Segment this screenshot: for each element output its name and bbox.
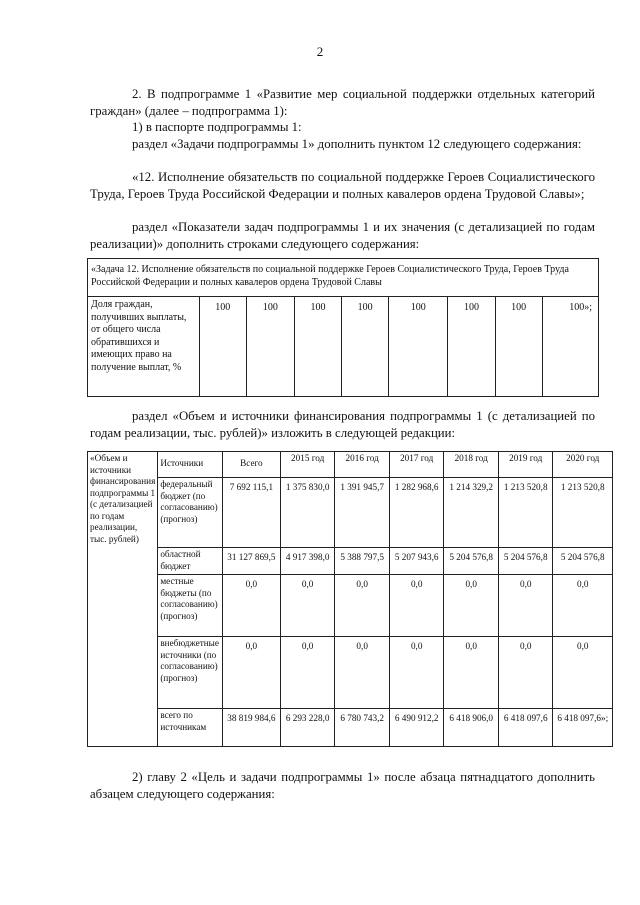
value-cell: 38 819 984,6: [222, 709, 280, 747]
source-cell: всего по источникам: [158, 709, 223, 747]
paragraph-indicators-section: раздел «Показатели задач подпрограммы 1 и их значения (с детализацией по годам реализации)» дополнить строками следующего содержания:: [90, 220, 595, 251]
value-cell: 1 391 945,7: [335, 478, 390, 548]
indicator-value: 100: [294, 297, 341, 397]
value-cell: 5 207 943,6: [389, 548, 444, 575]
column-header: 2019 год: [498, 452, 553, 478]
value-cell: 0,0: [498, 575, 553, 637]
value-cell: 5 204 576,8: [553, 548, 613, 575]
paragraph-subprogram-intro: 2. В подпрограмме 1 «Развитие мер социальной поддержки отдельных категорий граждан» (далее – подпрограмма 1):: [90, 87, 595, 118]
indicator-label-cell: Доля граждан, получивших выплаты, от общего числа обратившихся и имеющих право на получение выплат, %: [88, 297, 200, 397]
value-cell: 0,0: [498, 637, 553, 709]
indicator-value: 100: [342, 297, 389, 397]
paragraph-task-12: «12. Исполнение обязательств по социальной поддержке Героев Социалистического Труда, Героев Труда Российской Федерации и полных кавалеров ордена Трудовой Славы»;: [90, 170, 595, 201]
value-cell: 5 388 797,5: [335, 548, 390, 575]
indicator-value: 100: [389, 297, 448, 397]
source-cell: местные бюджеты (по согласованию) (прогноз): [158, 575, 223, 637]
paragraph-passport: 1) в паспорте подпрограммы 1:: [132, 120, 302, 134]
value-cell: 0,0: [553, 637, 613, 709]
paragraph-financing-section: раздел «Объем и источники финансирования подпрограммы 1 (с детализацией по годам реализации, тыс. рублей)» изложить в следующей редакции:: [90, 409, 595, 440]
indicator-value: 100: [199, 297, 246, 397]
value-cell: 31 127 869,5: [222, 548, 280, 575]
value-cell: 7 692 115,1: [222, 478, 280, 548]
table-row: [88, 297, 599, 397]
value-cell: 0,0: [389, 637, 444, 709]
table-row: [88, 637, 613, 709]
column-header: 2017 год: [389, 452, 444, 478]
column-header: 2015 год: [280, 452, 335, 478]
value-cell: 1 213 520,8: [498, 478, 553, 548]
financing-section-label: «Объем и источники финансирования подпрограммы 1 (с детализацией по годам реализации, тыс. рублей): [88, 452, 158, 747]
value-cell: 5 204 576,8: [498, 548, 553, 575]
table-row: [88, 548, 613, 575]
value-cell: 0,0: [335, 575, 390, 637]
value-cell: 0,0: [335, 637, 390, 709]
indicators-table: [87, 258, 599, 397]
paragraph-tasks-section: раздел «Задачи подпрограммы 1» дополнить пунктом 12 следующего содержания:: [132, 137, 582, 151]
paragraph-chapter-2: 2) главу 2 «Цель и задачи подпрограммы 1» после абзаца пятнадцатого дополнить абзацем следующего содержания:: [90, 770, 595, 801]
value-cell: 4 917 398,0: [280, 548, 335, 575]
table-row: [88, 452, 613, 478]
value-cell: 6 418 906,0: [444, 709, 499, 747]
source-cell: федеральный бюджет (по согласованию) (прогноз): [158, 478, 223, 548]
value-cell: 1 375 830,0: [280, 478, 335, 548]
value-cell: 0,0: [444, 637, 499, 709]
column-header: Источники: [158, 452, 223, 478]
column-header: Всего: [222, 452, 280, 478]
table-row: [88, 575, 613, 637]
value-cell: 0,0: [444, 575, 499, 637]
value-cell: 6 418 097,6: [498, 709, 553, 747]
value-cell: 0,0: [222, 575, 280, 637]
value-cell: 0,0: [553, 575, 613, 637]
indicator-value: 100: [495, 297, 542, 397]
value-cell: 0,0: [280, 575, 335, 637]
value-cell: 6 490 912,2: [389, 709, 444, 747]
table-row: [88, 709, 613, 747]
value-cell: 6 293 228,0: [280, 709, 335, 747]
value-cell: 5 204 576,8: [444, 548, 499, 575]
column-header: 2018 год: [444, 452, 499, 478]
column-header: 2016 год: [335, 452, 390, 478]
value-cell: 0,0: [222, 637, 280, 709]
page-number: 2: [316, 44, 324, 59]
indicator-value: 100»;: [542, 297, 598, 397]
indicator-value: 100: [246, 297, 294, 397]
source-cell: внебюджетные источники (по согласованию) (прогноз): [158, 637, 223, 709]
value-cell: 1 282 968,6: [389, 478, 444, 548]
indicator-value: 100: [448, 297, 495, 397]
value-cell: 0,0: [389, 575, 444, 637]
source-cell: областной бюджет: [158, 548, 223, 575]
value-cell: 6 418 097,6»;: [553, 709, 613, 747]
value-cell: 1 213 520,8: [553, 478, 613, 548]
value-cell: 1 214 329,2: [444, 478, 499, 548]
column-header: 2020 год: [553, 452, 613, 478]
value-cell: 6 780 743,2: [335, 709, 390, 747]
value-cell: 0,0: [280, 637, 335, 709]
task-header-cell: «Задача 12. Исполнение обязательств по социальной поддержке Героев Социалистического Труда, Героев Труда Российской Федерации и полных кавалеров ордена Трудовой Славы: [88, 259, 599, 297]
financing-table: [87, 451, 613, 747]
table-row: [88, 259, 599, 297]
table-row: [88, 478, 613, 548]
